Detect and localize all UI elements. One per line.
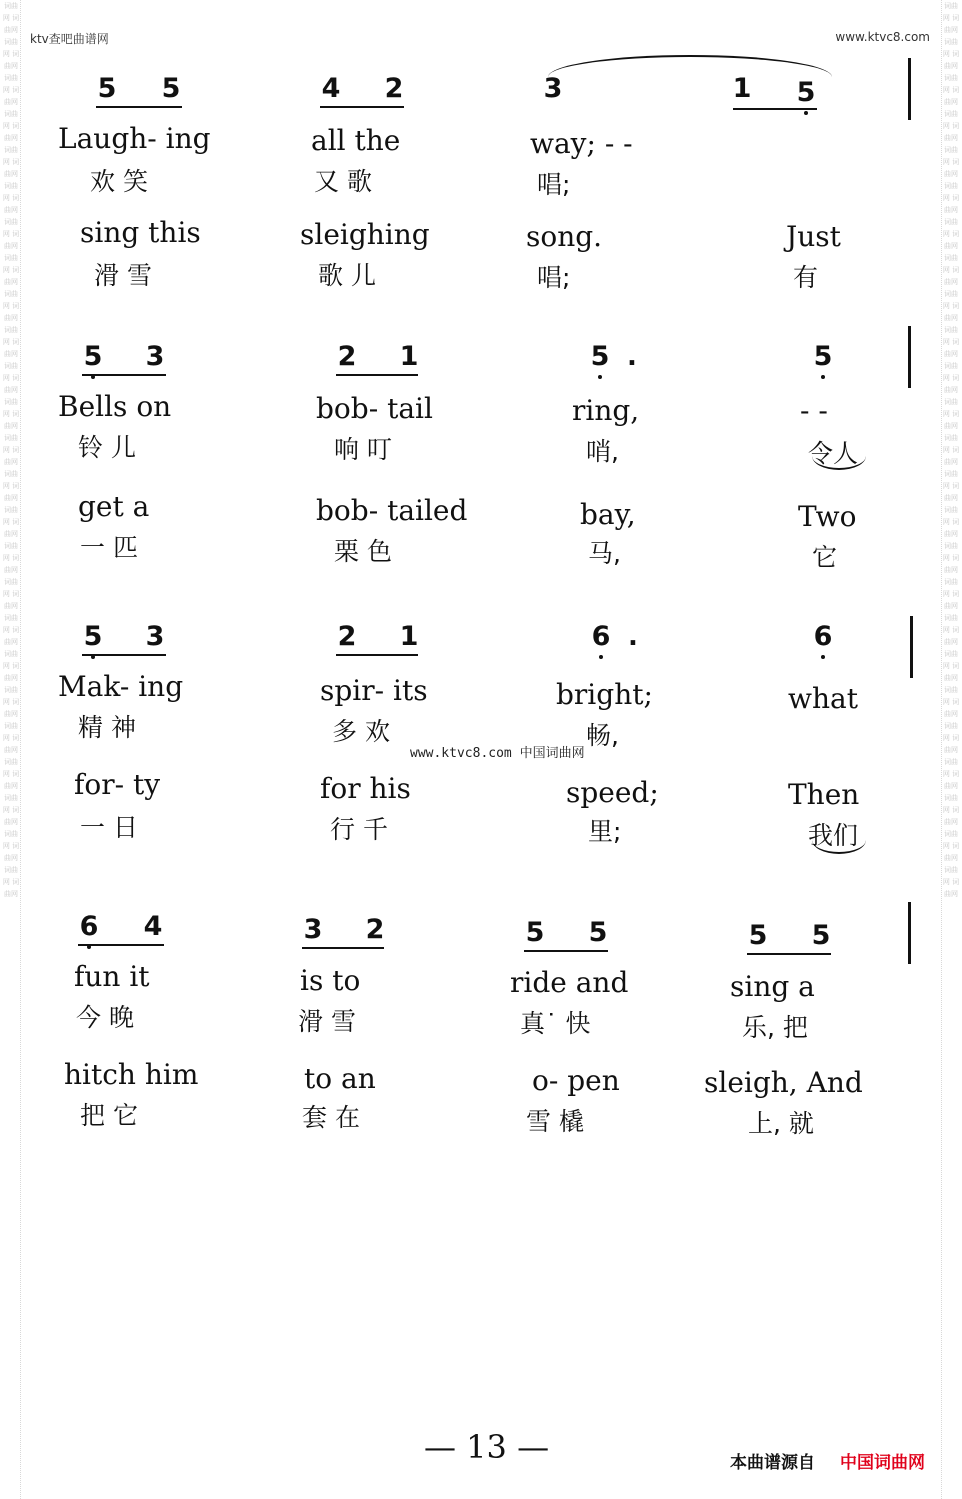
lyric-en: speed;	[566, 776, 659, 809]
lyric-cn: 精 神	[78, 713, 136, 742]
barline	[908, 902, 911, 964]
lyric-en: Just	[786, 220, 841, 253]
lyric-cn: 滑 雪	[298, 1007, 356, 1036]
lyric-en: ring,	[572, 394, 640, 427]
center-watermark: www.ktvc8.com 中国词曲网	[410, 746, 585, 761]
note: 1	[732, 73, 752, 104]
lyric-cn: 一 匹	[80, 533, 138, 562]
lyric-en: bright;	[556, 678, 653, 711]
note: 5	[97, 73, 117, 104]
notes-row	[0, 74, 962, 124]
lyric-cn: 滑 雪	[94, 261, 152, 290]
lyric-cn: 里;	[588, 817, 622, 846]
lyric-en: for- ty	[74, 768, 161, 801]
note: 3	[145, 621, 165, 652]
lyric-cn: 铃 儿	[78, 433, 136, 462]
notes-row	[0, 342, 962, 392]
lyric-cn: 栗 色	[334, 537, 392, 566]
lyric-en: Bells on	[58, 390, 172, 423]
note: 2	[337, 621, 357, 652]
lyric-cn: 畅,	[586, 721, 619, 750]
footer-source-label: 本曲谱源自	[730, 1453, 815, 1473]
note: 5	[161, 73, 181, 104]
note: 6	[76, 912, 102, 942]
lyric-en: spir- its	[320, 674, 428, 707]
lyric-en: song.	[526, 220, 603, 253]
lyric-cn: 歌 儿	[318, 261, 376, 290]
notes-row	[0, 622, 962, 672]
lyric-cn: 多 欢	[332, 717, 390, 746]
barline	[908, 326, 911, 388]
lyric-en: fun it	[74, 960, 150, 993]
lyric-cn: 我们	[808, 821, 859, 850]
lyric-en: bay,	[580, 498, 636, 531]
lyric-en: o- pen	[532, 1064, 620, 1097]
lyric-cn: 有	[793, 263, 819, 292]
lyric-en: sing this	[80, 216, 201, 249]
note: 6	[588, 622, 614, 652]
note: 2	[384, 73, 404, 104]
lyric-en: to an	[304, 1062, 376, 1095]
side-watermark-left: 词曲网 词曲网 词曲网 词曲网 词曲网 词曲网 词曲网 词曲网 词曲网 词曲网 词曲网 词曲网 词曲网 词曲网 词曲网 词曲网 词曲网 词曲网 词曲网 词曲网 词曲网 词曲网 词曲网 词曲网 词曲网 词曲网 词曲网 词曲网 词曲网 词曲网 词曲网 词曲网 词曲网 词曲网 词曲网 词曲网 词曲网 词曲网 词曲网 词曲网 词曲网 词曲网 词曲网 词曲网 词曲网 词曲网 词曲网 词曲网 词曲网 词曲网	[2, 0, 21, 1499]
lyric-en: bob- tailed	[316, 494, 468, 527]
note: 3	[145, 341, 165, 372]
note: 2	[365, 914, 385, 945]
note: 2	[337, 341, 357, 372]
barline	[908, 58, 911, 120]
note: 4	[143, 911, 163, 942]
lyric-en: what	[788, 682, 858, 715]
lyric-en: bob- tail	[316, 392, 433, 425]
note: 3	[303, 914, 323, 945]
lyric-cn: 行 千	[330, 815, 388, 844]
page-number: — 13 —	[424, 1428, 550, 1466]
lyric-cn: 唱;	[537, 170, 571, 199]
beam	[336, 654, 418, 656]
lyric-cn: 今 晚	[76, 1003, 134, 1032]
header-left-text: ktv查吧曲谱网	[30, 32, 109, 46]
lyric-en: sleigh, And	[704, 1066, 863, 1099]
beam	[320, 106, 404, 108]
lyric-cn: 欢 笑	[90, 167, 148, 196]
barline	[910, 616, 913, 678]
note: 5	[793, 78, 819, 108]
lyric-cn: 又 歌	[314, 167, 372, 196]
lyric-en: for his	[320, 772, 411, 805]
lyric-cn: 它	[812, 543, 838, 572]
note: 1	[399, 341, 419, 372]
beam	[747, 953, 831, 955]
lyric-cn: 哨,	[586, 437, 619, 466]
lyric-en: Mak- ing	[58, 670, 184, 703]
lyric-en: sleighing	[300, 218, 430, 251]
note: 3	[543, 73, 563, 104]
lyric-en: ride and	[510, 966, 629, 999]
beam	[82, 374, 166, 376]
lyric-en: is to	[300, 964, 361, 997]
note: 5	[748, 920, 768, 951]
lyric-cn: 把 它	[80, 1101, 138, 1130]
lyric-en: Laugh- ing	[58, 122, 211, 155]
note: 5	[80, 622, 106, 652]
note: 1	[399, 621, 419, 652]
lyric-en: all the	[311, 124, 401, 157]
beam	[96, 106, 182, 108]
lyric-cn: 雪 橇	[526, 1107, 584, 1136]
notes-row	[0, 912, 962, 962]
note: 6	[810, 622, 836, 652]
lyric-en: hitch him	[64, 1058, 199, 1091]
lyric-cn: 唱;	[537, 263, 571, 292]
lyric-cn: 上, 就	[748, 1109, 814, 1138]
lyric-en: Then	[788, 778, 860, 811]
lyric-cn: 令人	[808, 439, 859, 468]
note: 4	[321, 73, 341, 104]
lyric-en: Two	[798, 500, 857, 533]
augmentation-dot: .	[628, 622, 638, 652]
footer-site-link[interactable]: 中国词曲网	[840, 1453, 925, 1473]
note: 5	[80, 342, 106, 372]
lyric-cn: 乐, 把	[742, 1013, 808, 1042]
side-watermark-right: 词曲网 词曲网 词曲网 词曲网 词曲网 词曲网 词曲网 词曲网 词曲网 词曲网 词曲网 词曲网 词曲网 词曲网 词曲网 词曲网 词曲网 词曲网 词曲网 词曲网 词曲网 词曲网 词曲网 词曲网 词曲网 词曲网 词曲网 词曲网 词曲网 词曲网 词曲网 词曲网 词曲网 词曲网 词曲网 词曲网 词曲网 词曲网 词曲网 词曲网 词曲网 词曲网 词曲网 词曲网 词曲网 词曲网 词曲网 词曲网 词曲网 词曲网	[941, 0, 960, 1499]
lyric-cn: 套 在	[302, 1103, 360, 1132]
beam	[78, 944, 164, 946]
beam	[302, 947, 384, 949]
note: 5	[811, 920, 831, 951]
note: 5	[525, 917, 545, 948]
beam	[524, 950, 608, 952]
lyric-cn: 马,	[588, 539, 621, 568]
beam	[733, 108, 817, 110]
note: 5	[588, 917, 608, 948]
lyric-cn: 真˙ 快	[520, 1009, 591, 1038]
note: 5	[810, 342, 836, 372]
augmentation-dot: .	[627, 342, 637, 372]
note: 5	[587, 342, 613, 372]
header-right-url: www.ktvc8.com	[835, 30, 930, 44]
lyric-en: sing a	[730, 970, 815, 1003]
lyric-en: way; - -	[530, 127, 633, 160]
lyric-en: get a	[78, 490, 150, 523]
lyric-en: - -	[800, 394, 828, 427]
lyric-cn: 一 日	[80, 813, 138, 842]
beam	[336, 374, 418, 376]
beam	[82, 654, 166, 656]
lyric-cn: 响 叮	[334, 435, 392, 464]
